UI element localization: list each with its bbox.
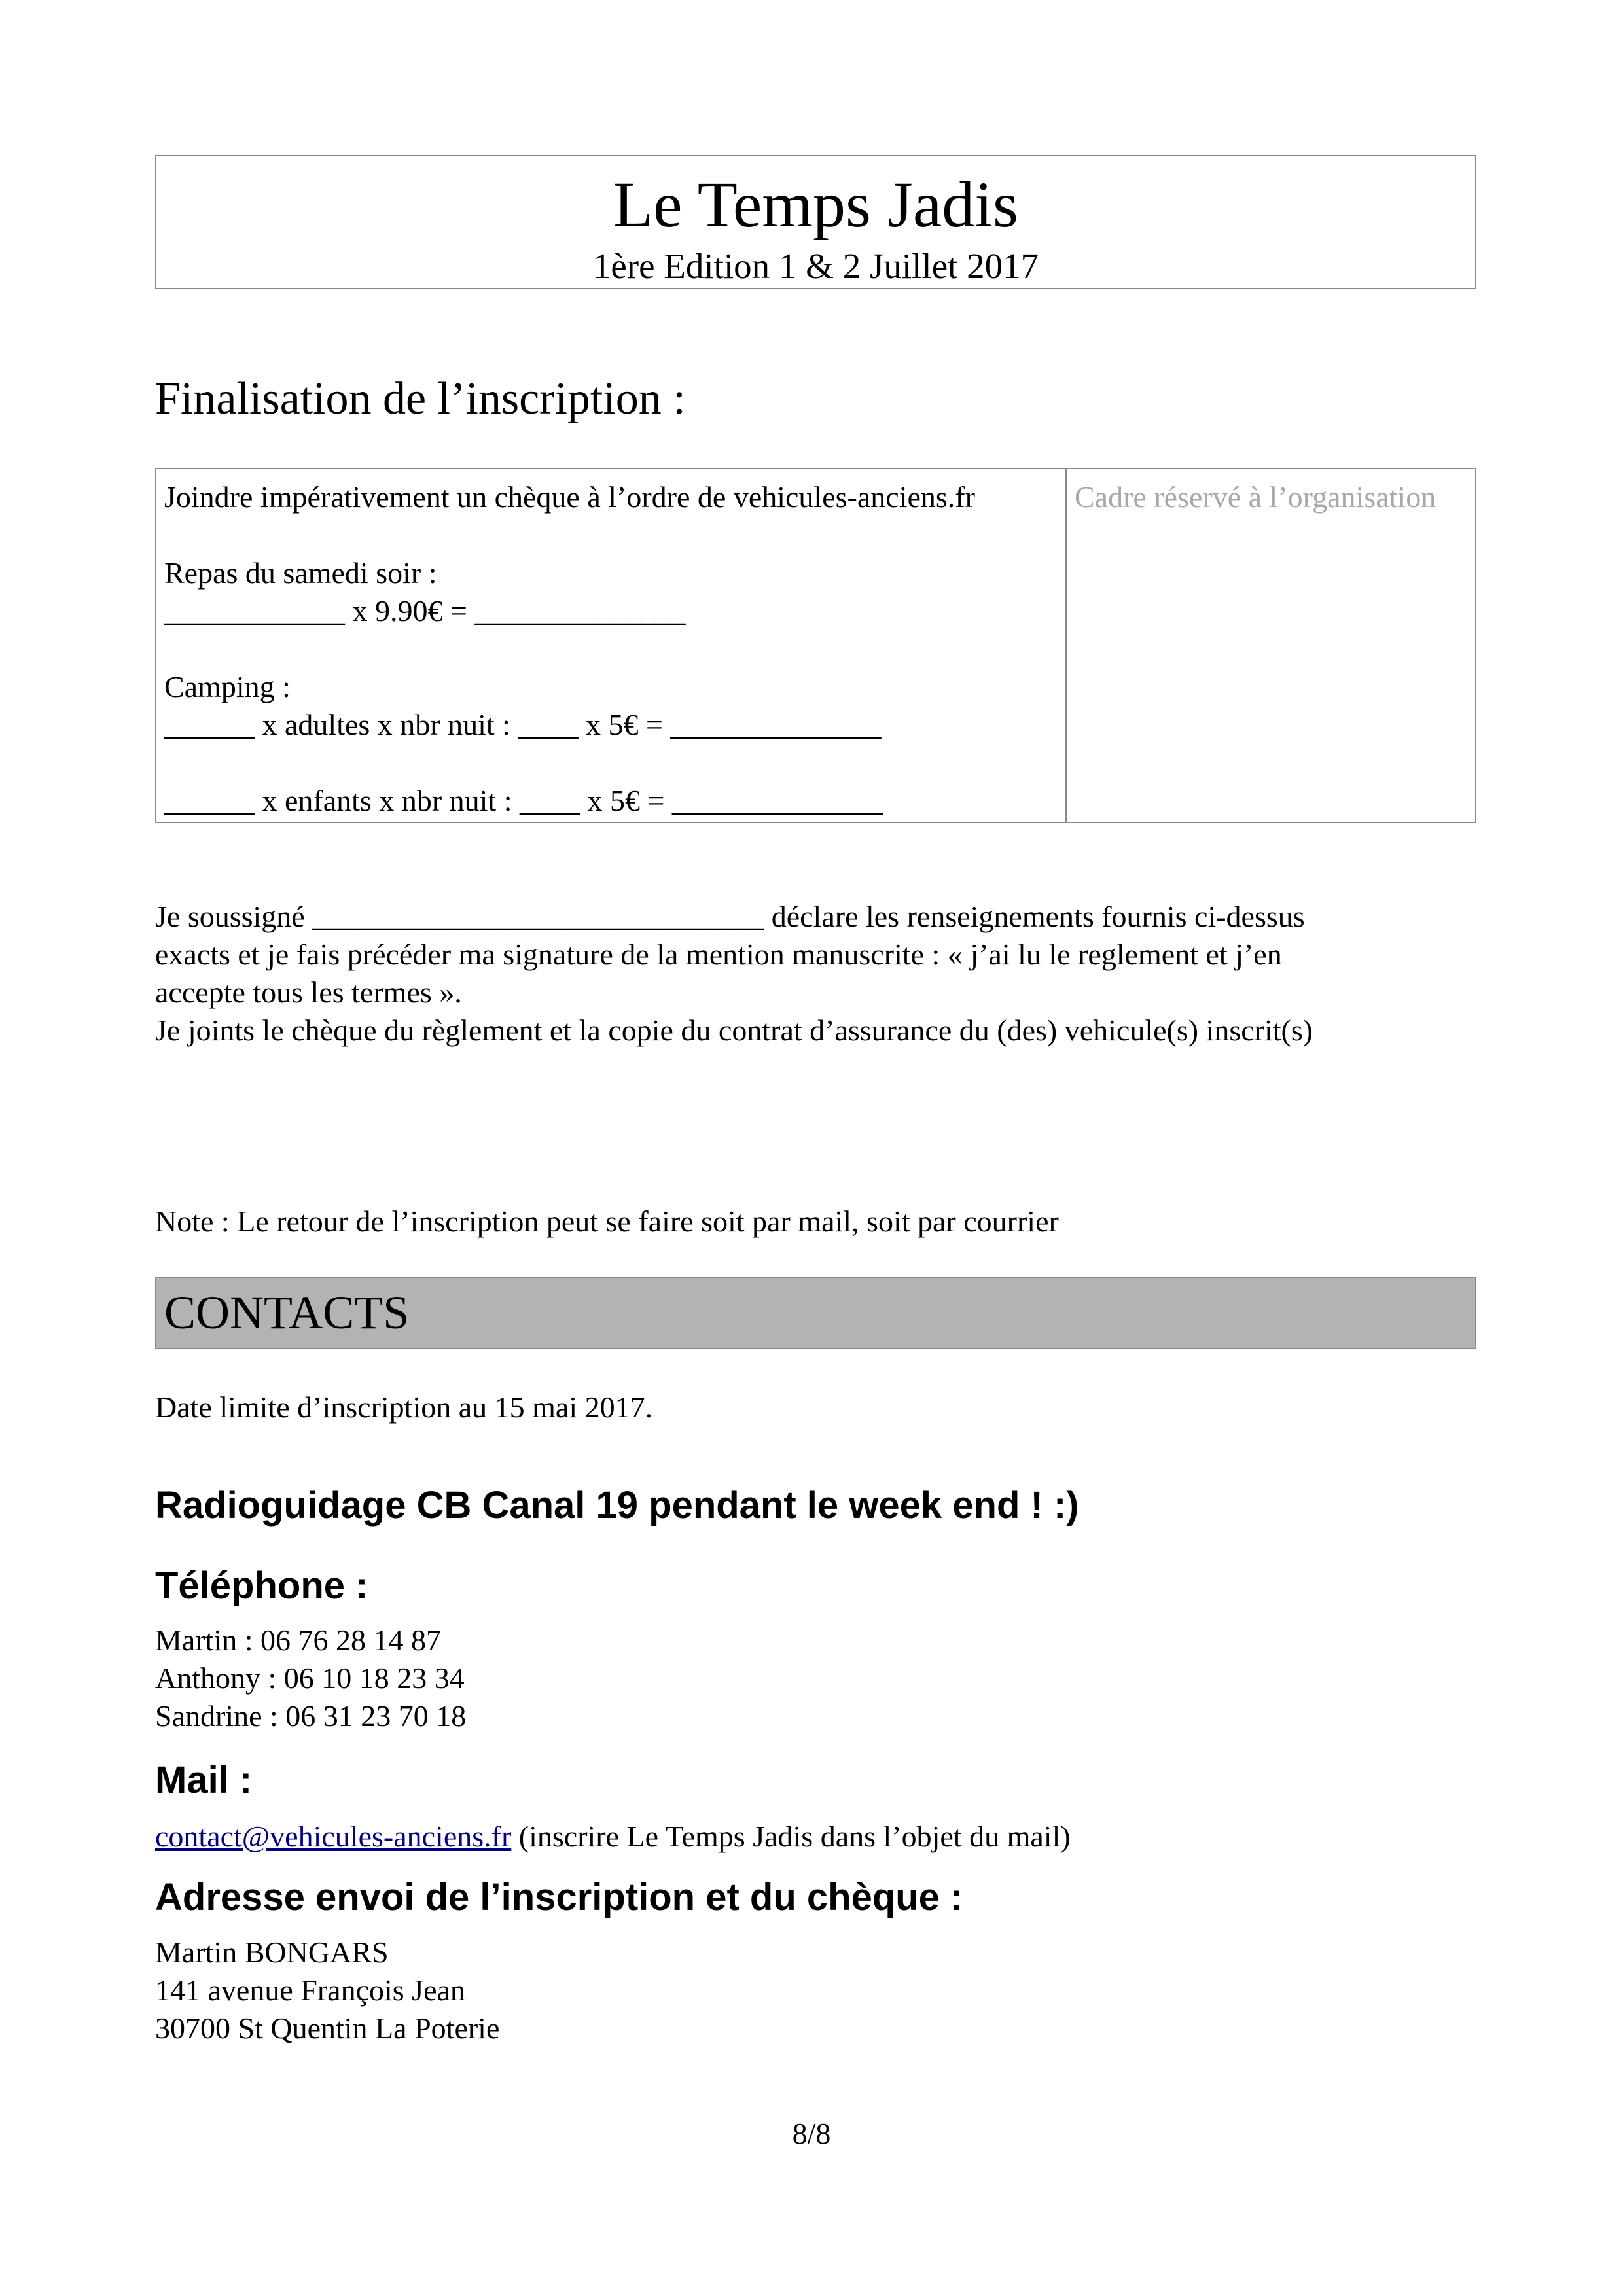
- declaration-line: exacts et je fais précéder ma signature de la mention manuscrite : « j’ai lu le reglement et j’en: [155, 938, 1282, 971]
- address-line: 141 avenue François Jean: [155, 1973, 465, 2007]
- spacer: [164, 744, 1061, 782]
- camping-label: Camping :: [164, 670, 291, 703]
- email-link[interactable]: contact@vehicules-anciens.fr: [155, 1820, 512, 1853]
- mail-line: [155, 1818, 1071, 1856]
- reserved-organisation-label: Cadre réservé à l’organisation: [1075, 480, 1436, 514]
- address-line: 30700 St Quentin La Poterie: [155, 2011, 500, 2045]
- document-subtitle: 1ère Edition 1 & 2 Juillet 2017: [592, 246, 1039, 286]
- declaration: [155, 898, 1484, 1050]
- contacts-banner: [155, 1277, 1476, 1349]
- return-note: Note : Le retour de l’inscription peut se faire soit par mail, soit par courrier: [155, 1205, 1059, 1238]
- address-line: Martin BONGARS: [155, 1935, 389, 1969]
- declaration-line: Je joints le chèque du règlement et la copie du contrat d’assurance du (des) vehicule(s) inscrit(s): [155, 1014, 1313, 1047]
- repas-field[interactable]: ____________ x 9.90€ = ______________: [164, 594, 686, 627]
- phone-entry: Anthony : 06 10 18 23 34: [155, 1661, 465, 1695]
- repas-label: Repas du samedi soir :: [164, 556, 437, 590]
- phone-heading: Téléphone :: [155, 1564, 368, 1607]
- spacer: [164, 630, 1061, 668]
- registration-form-box: [155, 468, 1476, 823]
- cheque-instruction: Joindre impérativement un chèque à l’ordre de vehicules-anciens.fr: [164, 480, 975, 514]
- camping-children-field[interactable]: ______ x enfants x nbr nuit : ____ x 5€ = ______________: [164, 784, 883, 817]
- radio-heading: Radioguidage CB Canal 19 pendant le week end ! :): [155, 1484, 1079, 1527]
- page-number: 8/8: [792, 2117, 831, 2150]
- header-box: [155, 155, 1476, 289]
- mail-note: (inscrire Le Temps Jadis dans l’objet du mail): [511, 1820, 1071, 1853]
- deadline-text: Date limite d’inscription au 15 mai 2017.: [155, 1390, 653, 1424]
- phone-entry: Sandrine : 06 31 23 70 18: [155, 1699, 467, 1733]
- form-fields: [164, 478, 1061, 820]
- form-divider: [1065, 469, 1067, 822]
- document-title: Le Temps Jadis: [613, 168, 1018, 241]
- address-heading: Adresse envoi de l’inscription et du chèque :: [155, 1876, 963, 1918]
- mail-heading: Mail :: [155, 1759, 253, 1801]
- camping-adults-field[interactable]: ______ x adultes x nbr nuit : ____ x 5€ = ______________: [164, 708, 882, 741]
- section-title: Finalisation de l’inscription :: [155, 374, 686, 424]
- spacer: [164, 516, 1061, 554]
- declaration-line[interactable]: Je soussigné ______________________________ déclare les renseignements fournis ci-dessus: [155, 900, 1305, 933]
- phone-entry: Martin : 06 76 28 14 87: [155, 1623, 441, 1657]
- phone-list: [155, 1621, 466, 1735]
- postal-address: [155, 1934, 499, 2047]
- declaration-line: accepte tous les termes ».: [155, 976, 462, 1009]
- contacts-title: CONTACTS: [164, 1286, 410, 1339]
